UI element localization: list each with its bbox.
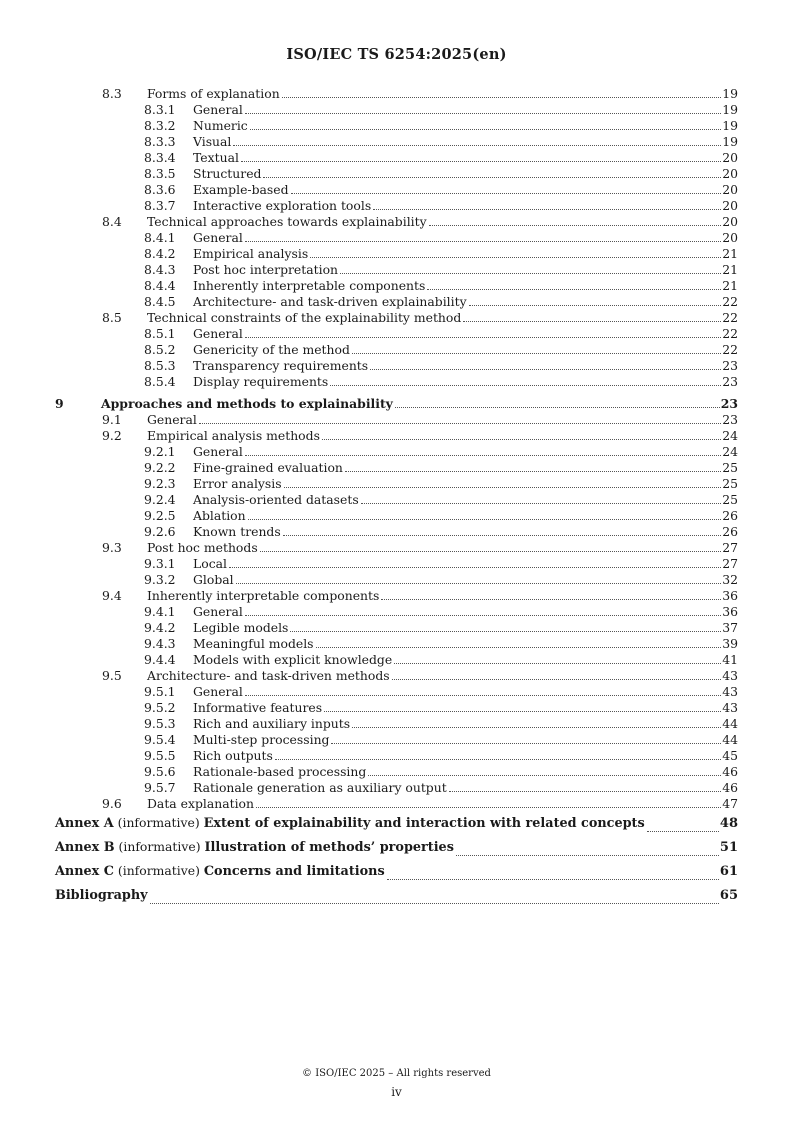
toc-entry-page: 24 bbox=[722, 444, 738, 459]
toc-dot-leader bbox=[263, 177, 721, 178]
toc-dot-leader bbox=[229, 567, 721, 568]
toc-entry-number: 9.2.4 bbox=[144, 492, 176, 507]
toc-entry-number: 8.4.3 bbox=[144, 262, 176, 277]
toc-dot-leader bbox=[245, 455, 721, 456]
footer-page-number: iv bbox=[391, 1085, 402, 1099]
toc-entry-page: 19 bbox=[722, 86, 738, 101]
toc-dot-leader bbox=[387, 879, 719, 880]
toc-entry-number: 9.3.1 bbox=[144, 556, 176, 571]
annex-title: Extent of explainability and interaction with related concepts bbox=[203, 816, 645, 831]
toc-entry-title: Ablation bbox=[193, 508, 246, 523]
toc-dot-leader bbox=[260, 551, 721, 552]
toc-entry-number: 9.5.4 bbox=[144, 732, 176, 747]
toc-dot-leader bbox=[245, 695, 721, 696]
toc-entry-page: 22 bbox=[722, 294, 738, 309]
toc-entry[interactable] bbox=[55, 716, 738, 732]
toc-entry-number: 8.3.4 bbox=[144, 150, 176, 165]
toc-dot-leader bbox=[340, 273, 721, 274]
toc-entry[interactable] bbox=[55, 230, 738, 246]
toc-dot-leader bbox=[199, 423, 721, 424]
toc-dot-leader bbox=[352, 353, 721, 354]
toc-entry[interactable] bbox=[55, 732, 738, 748]
toc-dot-leader bbox=[394, 663, 721, 664]
toc-entry-page: 46 bbox=[722, 780, 738, 795]
toc-entry-page: 23 bbox=[722, 374, 738, 389]
toc-entry-title: Technical approaches towards explainability bbox=[147, 214, 427, 229]
toc-entry-page: 25 bbox=[722, 460, 738, 475]
toc-dot-leader bbox=[316, 647, 721, 648]
toc-entry-title: Visual bbox=[193, 134, 232, 149]
toc-entry[interactable] bbox=[55, 524, 738, 540]
toc-entry-number: 8.4.1 bbox=[144, 230, 176, 245]
footer-copyright: © ISO/IEC 2025 – All rights reserved bbox=[302, 1068, 491, 1079]
toc-entry[interactable] bbox=[55, 748, 738, 764]
toc-entry-title: Forms of explanation bbox=[147, 86, 280, 101]
toc-entry-title: General bbox=[147, 412, 197, 427]
toc-entry-page: 23 bbox=[722, 358, 738, 373]
toc-entry[interactable] bbox=[55, 700, 738, 716]
toc-dot-leader bbox=[284, 487, 721, 488]
toc-dot-leader bbox=[345, 471, 721, 472]
toc-dot-leader bbox=[290, 631, 721, 632]
toc-dot-leader bbox=[381, 599, 721, 600]
toc-entry-page: 41 bbox=[722, 652, 738, 667]
toc-entry-page: 21 bbox=[722, 246, 738, 261]
toc-entry[interactable] bbox=[55, 668, 738, 684]
toc-bibliography-entry[interactable] bbox=[55, 884, 738, 908]
toc-entry[interactable] bbox=[55, 508, 738, 524]
toc-entry[interactable] bbox=[55, 150, 738, 166]
annex-label: Annex A bbox=[55, 816, 114, 831]
toc-entry[interactable] bbox=[55, 636, 738, 652]
toc-entry-number: 9.4.2 bbox=[144, 620, 176, 635]
toc-entry-title: Fine-grained evaluation bbox=[193, 460, 343, 475]
toc-entry[interactable] bbox=[55, 86, 738, 102]
toc-entry-page: 19 bbox=[722, 118, 738, 133]
toc-dot-leader bbox=[330, 385, 721, 386]
toc-entry-number: 8.4 bbox=[102, 214, 122, 229]
toc-dot-leader bbox=[241, 161, 721, 162]
toc-dot-leader bbox=[429, 225, 721, 226]
toc-entry[interactable] bbox=[55, 246, 738, 262]
toc-entry-page: 27 bbox=[722, 540, 738, 555]
toc-entry-number: 9.4.4 bbox=[144, 652, 176, 667]
toc-entry[interactable] bbox=[55, 652, 738, 668]
toc-entry-title: Meaningful models bbox=[193, 636, 314, 651]
toc-entry-number: 9.5.6 bbox=[144, 764, 176, 779]
toc-entry-page: 43 bbox=[722, 700, 738, 715]
toc-entry-page: 20 bbox=[722, 150, 738, 165]
toc-entry-title: Rich outputs bbox=[193, 748, 273, 763]
toc-entry-number: 8.5.3 bbox=[144, 358, 176, 373]
toc-entry-number: 8.5.1 bbox=[144, 326, 176, 341]
toc-entry-page: 45 bbox=[722, 748, 738, 763]
toc-entry[interactable] bbox=[55, 556, 738, 572]
toc-annex-page: 51 bbox=[719, 840, 738, 855]
toc-dot-leader bbox=[368, 775, 721, 776]
toc-entry-page: 32 bbox=[722, 572, 738, 587]
toc-entry-number: 8.3.6 bbox=[144, 182, 176, 197]
toc-entry-title: Inherently interpretable components bbox=[147, 588, 380, 603]
toc-annex-title-group bbox=[55, 859, 386, 884]
toc-entry-page: 21 bbox=[722, 262, 738, 277]
toc-entry-page: 47 bbox=[722, 796, 738, 811]
toc-entry-page: 37 bbox=[722, 620, 738, 635]
toc-annex-title-group bbox=[55, 811, 646, 836]
toc-entry[interactable] bbox=[55, 198, 738, 214]
toc-entry[interactable] bbox=[55, 492, 738, 508]
toc-dot-leader bbox=[352, 727, 721, 728]
toc-entry-number: 9.4 bbox=[102, 588, 122, 603]
toc-entry-page: 19 bbox=[722, 134, 738, 149]
toc-entry-title: Interactive exploration tools bbox=[193, 198, 372, 213]
toc-entry[interactable] bbox=[55, 620, 738, 636]
toc-entry-page: 44 bbox=[722, 732, 738, 747]
toc-dot-leader bbox=[456, 855, 719, 856]
toc-entry[interactable] bbox=[55, 278, 738, 294]
annex-kind: (informative) bbox=[117, 863, 200, 878]
toc-entry[interactable] bbox=[55, 394, 738, 412]
toc-entry-title: General bbox=[193, 326, 243, 341]
toc-entry-number: 9.2.2 bbox=[144, 460, 176, 475]
toc-entry-page: 43 bbox=[722, 684, 738, 699]
toc-dot-leader bbox=[250, 129, 721, 130]
toc-dot-leader bbox=[392, 679, 721, 680]
toc-entry-number: 9.5.2 bbox=[144, 700, 176, 715]
toc-entry-title: General bbox=[193, 230, 243, 245]
toc-entry-title: Known trends bbox=[193, 524, 281, 539]
toc-entry-title: Error analysis bbox=[193, 476, 282, 491]
toc-entry[interactable] bbox=[55, 374, 738, 390]
toc-entry-number: 9.2 bbox=[102, 428, 122, 443]
toc-entry[interactable] bbox=[55, 476, 738, 492]
annex-title: Illustration of methods’ properties bbox=[204, 840, 454, 855]
toc-dot-leader bbox=[236, 583, 721, 584]
toc-entry-title: Empirical analysis bbox=[193, 246, 309, 261]
toc-annex-entry[interactable] bbox=[55, 836, 738, 860]
toc-entry[interactable] bbox=[55, 102, 738, 118]
toc-entry[interactable] bbox=[55, 572, 738, 588]
toc-entry-title: Genericity of the method bbox=[193, 342, 350, 357]
toc-entry-title: Legible models bbox=[193, 620, 289, 635]
toc-entry-number: 8.4.5 bbox=[144, 294, 176, 309]
toc-entry-title: Post hoc interpretation bbox=[193, 262, 339, 277]
toc-entry-number: 9.5.7 bbox=[144, 780, 176, 795]
toc-entry-page: 20 bbox=[722, 198, 738, 213]
toc-entry-page: 26 bbox=[722, 524, 738, 539]
toc-entry-number: 8.3.2 bbox=[144, 118, 176, 133]
toc-dot-leader bbox=[395, 407, 720, 408]
toc-entry-title: Rationale generation as auxiliary output bbox=[193, 780, 447, 795]
toc-entry-page: 25 bbox=[722, 492, 738, 507]
toc-annex-entry[interactable] bbox=[55, 812, 738, 836]
toc-entry-page: 26 bbox=[722, 508, 738, 523]
toc-dot-leader bbox=[469, 305, 721, 306]
toc-entry[interactable] bbox=[55, 796, 738, 812]
toc-dot-leader bbox=[647, 831, 719, 832]
toc-entry-page: 22 bbox=[722, 326, 738, 341]
toc-entry-title: Display requirements bbox=[193, 374, 329, 389]
toc-entry-number: 9.6 bbox=[102, 796, 122, 811]
toc-annex-page: 48 bbox=[719, 816, 738, 831]
toc-entry[interactable] bbox=[55, 444, 738, 460]
toc-entry[interactable] bbox=[55, 780, 738, 796]
toc-entry-title: Local bbox=[193, 556, 227, 571]
toc-dot-leader bbox=[373, 209, 721, 210]
toc-entry[interactable] bbox=[55, 182, 738, 198]
toc-entry-number: 9.5.3 bbox=[144, 716, 176, 731]
toc-dot-leader bbox=[245, 241, 721, 242]
toc-entry-number: 8.3 bbox=[102, 86, 122, 101]
toc-entry-page: 36 bbox=[722, 604, 738, 619]
toc-entry-title: Technical constraints of the explainability method bbox=[147, 310, 462, 325]
toc-entry-page: 20 bbox=[722, 182, 738, 197]
toc-annex-entry[interactable] bbox=[55, 860, 738, 884]
toc-entry-title: Approaches and methods to explainability bbox=[101, 396, 393, 411]
toc-annex-page: 61 bbox=[719, 864, 738, 879]
toc-entry-title: Analysis-oriented datasets bbox=[193, 492, 359, 507]
toc-entry[interactable] bbox=[55, 604, 738, 620]
toc-entry[interactable] bbox=[55, 118, 738, 134]
toc-entry[interactable] bbox=[55, 358, 738, 374]
annex-kind: (informative) bbox=[117, 815, 200, 830]
toc-entry[interactable] bbox=[55, 134, 738, 150]
toc-entry-title: General bbox=[193, 102, 243, 117]
toc-entry-page: 24 bbox=[722, 428, 738, 443]
toc-entry-page: 20 bbox=[722, 214, 738, 229]
toc-entry-title: Architecture- and task-driven explainability bbox=[193, 294, 467, 309]
toc-entry-page: 39 bbox=[722, 636, 738, 651]
toc-entry-number: 9.5 bbox=[102, 668, 122, 683]
toc-entry-number: 8.4.4 bbox=[144, 278, 176, 293]
toc-entry-number: 9.1 bbox=[102, 412, 122, 427]
bibliography-page: 65 bbox=[719, 888, 738, 903]
toc-entry-number: 9.3 bbox=[102, 540, 122, 555]
toc-dot-leader bbox=[291, 193, 721, 194]
toc-entry-page: 46 bbox=[722, 764, 738, 779]
toc-entry-title: Example-based bbox=[193, 182, 289, 197]
toc-entry[interactable] bbox=[55, 326, 738, 342]
toc-entry-title: Models with explicit knowledge bbox=[193, 652, 393, 667]
toc-entry-title: Rationale-based processing bbox=[193, 764, 367, 779]
toc-entry-page: 43 bbox=[722, 668, 738, 683]
annex-kind: (informative) bbox=[118, 839, 201, 854]
toc-entry[interactable] bbox=[55, 342, 738, 358]
toc-dot-leader bbox=[245, 113, 721, 114]
toc-entry[interactable] bbox=[55, 460, 738, 476]
toc-entry-number: 8.3.1 bbox=[144, 102, 176, 117]
toc-entry-number: 9.3.2 bbox=[144, 572, 176, 587]
toc-entry[interactable] bbox=[55, 166, 738, 182]
annex-label: Annex B bbox=[55, 840, 115, 855]
toc-dot-leader bbox=[233, 145, 721, 146]
toc-entry[interactable] bbox=[55, 684, 738, 700]
toc-dot-leader bbox=[322, 439, 721, 440]
toc-entry-page: 23 bbox=[722, 412, 738, 427]
toc-entry-number: 9.4.1 bbox=[144, 604, 176, 619]
toc-entry-page: 27 bbox=[722, 556, 738, 571]
toc-entry-number: 9.2.5 bbox=[144, 508, 176, 523]
toc-entry-number: 8.3.7 bbox=[144, 198, 176, 213]
toc-entry-number: 8.5.2 bbox=[144, 342, 176, 357]
annex-label: Annex C bbox=[55, 864, 114, 879]
toc-entry-number: 9.2.6 bbox=[144, 524, 176, 539]
toc-entry-title: Multi-step processing bbox=[193, 732, 330, 747]
toc-entry[interactable] bbox=[55, 294, 738, 310]
toc-entry-page: 36 bbox=[722, 588, 738, 603]
toc-entry-number: 9 bbox=[55, 396, 64, 411]
toc-entry-title: Textual bbox=[193, 150, 239, 165]
toc-entry-page: 22 bbox=[722, 310, 738, 325]
toc-entry-page: 23 bbox=[720, 396, 738, 411]
toc-entry[interactable] bbox=[55, 262, 738, 278]
toc-dot-leader bbox=[275, 759, 721, 760]
toc-entry-title: General bbox=[193, 604, 243, 619]
toc-dot-leader bbox=[245, 615, 721, 616]
toc-entry-number: 8.3.3 bbox=[144, 134, 176, 149]
toc-dot-leader bbox=[245, 337, 721, 338]
toc-dot-leader bbox=[331, 743, 721, 744]
toc-entry-title: Post hoc methods bbox=[147, 540, 258, 555]
toc-entry-page: 19 bbox=[722, 102, 738, 117]
toc-entry-page: 20 bbox=[722, 230, 738, 245]
toc-entry[interactable] bbox=[55, 214, 738, 230]
toc-dot-leader bbox=[150, 903, 719, 904]
toc-dot-leader bbox=[463, 321, 721, 322]
toc-entry-number: 8.5.4 bbox=[144, 374, 176, 389]
toc-entry[interactable] bbox=[55, 412, 738, 428]
toc-entry-title: Data explanation bbox=[147, 796, 254, 811]
toc-annex-title-group bbox=[55, 835, 455, 860]
toc-dot-leader bbox=[282, 97, 721, 98]
toc-dot-leader bbox=[256, 807, 721, 808]
page-header-title: ISO/IEC TS 6254:2025(en) bbox=[286, 46, 507, 63]
toc-entry[interactable] bbox=[55, 764, 738, 780]
toc-entry-number: 8.4.2 bbox=[144, 246, 176, 261]
toc-entry[interactable] bbox=[55, 588, 738, 604]
toc-entry[interactable] bbox=[55, 428, 738, 444]
toc-entry-title: Structured bbox=[193, 166, 262, 181]
toc-dot-leader bbox=[324, 711, 721, 712]
toc-entry[interactable] bbox=[55, 310, 738, 326]
toc-entry-number: 9.4.3 bbox=[144, 636, 176, 651]
table-of-contents bbox=[55, 86, 738, 908]
toc-entry-title: Architecture- and task-driven methods bbox=[147, 668, 390, 683]
toc-entry-number: 9.2.3 bbox=[144, 476, 176, 491]
toc-entry-page: 22 bbox=[722, 342, 738, 357]
toc-dot-leader bbox=[427, 289, 721, 290]
toc-entry-title: General bbox=[193, 444, 243, 459]
toc-entry-number: 8.3.5 bbox=[144, 166, 176, 181]
toc-entry-page: 21 bbox=[722, 278, 738, 293]
toc-entry-number: 8.5 bbox=[102, 310, 122, 325]
toc-entry-number: 9.5.1 bbox=[144, 684, 176, 699]
toc-entry-title: Global bbox=[193, 572, 234, 587]
toc-entry-page: 44 bbox=[722, 716, 738, 731]
toc-dot-leader bbox=[248, 519, 721, 520]
toc-dot-leader bbox=[449, 791, 721, 792]
toc-dot-leader bbox=[370, 369, 721, 370]
toc-entry-title: Inherently interpretable components bbox=[193, 278, 426, 293]
toc-dot-leader bbox=[283, 535, 721, 536]
toc-entry-title: Numeric bbox=[193, 118, 248, 133]
bibliography-title: Bibliography bbox=[55, 888, 148, 903]
toc-entry-title: General bbox=[193, 684, 243, 699]
toc-entry[interactable] bbox=[55, 540, 738, 556]
toc-dot-leader bbox=[361, 503, 721, 504]
annex-title: Concerns and limitations bbox=[203, 864, 385, 879]
toc-entry-page: 25 bbox=[722, 476, 738, 491]
toc-entry-number: 9.2.1 bbox=[144, 444, 176, 459]
toc-entry-number: 9.5.5 bbox=[144, 748, 176, 763]
toc-entry-title: Transparency requirements bbox=[193, 358, 369, 373]
toc-dot-leader bbox=[310, 257, 721, 258]
toc-entry-title: Informative features bbox=[193, 700, 323, 715]
toc-entry-title: Rich and auxiliary inputs bbox=[193, 716, 351, 731]
toc-entry-page: 20 bbox=[722, 166, 738, 181]
toc-entry-title: Empirical analysis methods bbox=[147, 428, 320, 443]
